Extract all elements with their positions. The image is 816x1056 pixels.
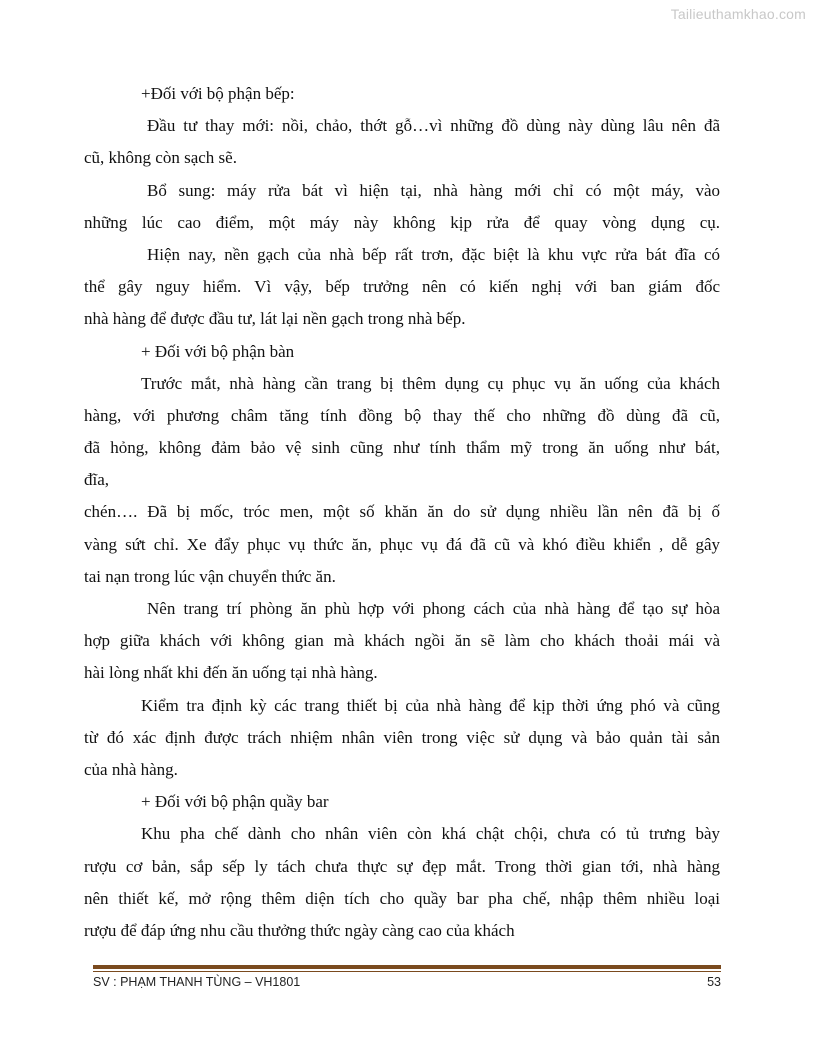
paragraph-line: đã hỏng, không đảm bảo vệ sinh cũng như tính thẩm mỹ trong ăn uống như bát, [84, 438, 720, 458]
paragraph-line: rượu cơ bản, sắp sếp ly tách chưa thực sự đẹp mắt. Trong thời gian tới, nhà hàng [84, 856, 720, 876]
footer-divider-thin [93, 971, 721, 972]
paragraph-line: hợp giữa khách với không gian mà khách ngồi ăn sẽ làm cho khách thoải mái và [84, 631, 720, 651]
paragraph-line: nên thiết kế, mở rộng thêm diện tích cho quầy bar pha chế, nhập thêm nhiều loại [84, 888, 720, 908]
footer-divider [93, 965, 721, 969]
paragraph-line: Khu pha chế dành cho nhân viên còn khá chật chội, chưa có tủ trưng bày [141, 824, 720, 844]
paragraph-line: của nhà hàng. [84, 759, 178, 779]
paragraph-line: hàng, với phương châm tăng tính đồng bộ thay thế cho những đồ dùng đã cũ, [84, 405, 720, 425]
heading-dining-room: + Đối với bộ phận bàn [141, 341, 295, 361]
paragraph-line: Trước mắt, nhà hàng cần trang bị thêm dụng cụ phục vụ ăn uống của khách [141, 373, 720, 393]
paragraph-line: nhà hàng để được đầu tư, lát lại nền gạch trong nhà bếp. [84, 309, 466, 329]
heading-kitchen: +Đối với bộ phận bếp: [141, 84, 295, 103]
paragraph-line: Đầu tư thay mới: nồi, chảo, thớt gỗ…vì những đồ dùng này dùng lâu nên đã [147, 116, 720, 136]
paragraph-line: tai nạn trong lúc vận chuyển thức ăn. [84, 566, 336, 586]
paragraph-line: Nên trang trí phòng ăn phù hợp với phong cách của nhà hàng để tạo sự hòa [147, 599, 720, 618]
paragraph-line: chén…. Đã bị mốc, tróc men, một số khăn ăn do sử dụng nhiều lần nên đã bị ố [84, 502, 720, 522]
paragraph-line: rượu để đáp ứng nhu cầu thưởng thức ngày càng cao của khách [84, 920, 515, 940]
paragraph-line: từ đó xác định được trách nhiệm nhân viên trong việc sử dụng và bảo quản tài sản [84, 727, 720, 747]
paragraph-line: thể gây nguy hiểm. Vì vậy, bếp trưởng nên có kiến nghị với ban giám đốc [84, 277, 720, 297]
paragraph-line: Kiểm tra định kỳ các trang thiết bị của nhà hàng để kịp thời ứng phó và cũng [141, 695, 720, 715]
page-footer [93, 975, 721, 989]
footer-author: SV : PHẠM THANH TÙNG – VH1801 [93, 975, 301, 989]
paragraph-line: Hiện nay, nền gạch của nhà bếp rất trơn, đặc biệt là khu vực rửa bát đĩa có [147, 244, 720, 264]
paragraph-line: đĩa, [84, 470, 110, 490]
paragraph-line: những lúc cao điểm, một máy này không kịp rửa để quay vòng dụng cụ. [84, 212, 720, 232]
paragraph-line: Bổ sung: máy rửa bát vì hiện tại, nhà hàng mới chỉ có một máy, vào [147, 180, 720, 200]
page-number: 53 [707, 975, 721, 989]
document-body [84, 78, 720, 947]
watermark: Tailieuthamkhao.com [670, 6, 806, 22]
heading-bar: + Đối với bộ phận quầy bar [141, 792, 329, 812]
paragraph-line: vàng sứt chỉ. Xe đẩy phục vụ thức ăn, phục vụ đá đã cũ và khó điều khiển , dễ gây [84, 534, 720, 554]
paragraph-line: hài lòng nhất khi đến ăn uống tại nhà hàng. [84, 663, 378, 683]
paragraph-line: cũ, không còn sạch sẽ. [84, 148, 237, 168]
